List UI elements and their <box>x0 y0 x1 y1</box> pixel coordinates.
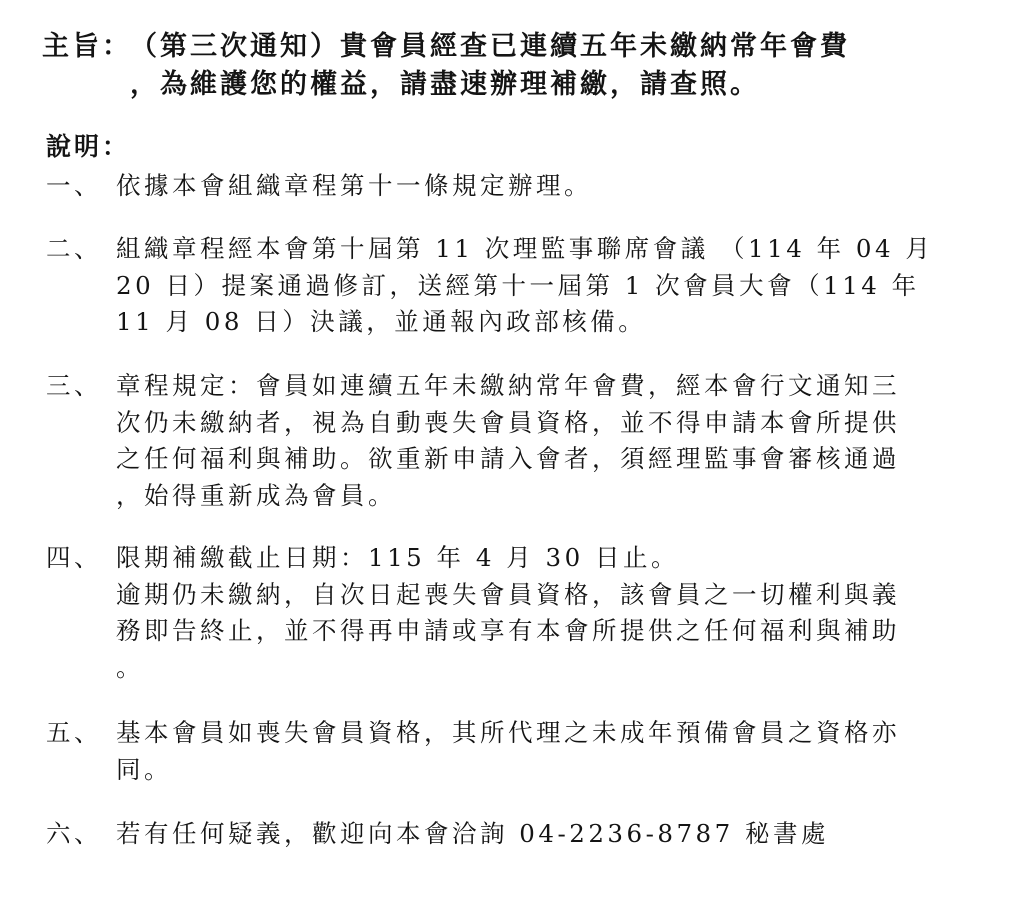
item-number: 五、 <box>46 718 102 747</box>
explanation-item-1 <box>46 168 1006 205</box>
item-line: 組織章程經本會第十屆第 11 次理監事聯席會議 （114 年 04 月 <box>116 234 934 263</box>
subject-label: 主旨： <box>42 31 132 62</box>
explanation-heading: 說明： <box>46 132 131 161</box>
item-text <box>116 231 1006 341</box>
item-line: ，始得重新成為會員。 <box>116 480 396 510</box>
item-number: 三、 <box>46 371 102 400</box>
item-number: 六、 <box>46 819 102 848</box>
subject-block <box>42 28 1002 104</box>
item-text <box>116 168 1006 205</box>
explanation-item-2 <box>46 231 1006 341</box>
subject-text-line-2: ，為維護您的權益，請盡速辦理補繳，請查照。 <box>130 69 760 100</box>
item-text <box>116 368 1006 514</box>
item-line: 依據本會組織章程第十一條規定辦理。 <box>116 171 592 200</box>
item-number: 一、 <box>46 171 102 200</box>
item-line: 若有任何疑義，歡迎向本會洽詢 04-2236-8787 秘書處 <box>116 819 830 848</box>
item-line: 之任何福利與補助。欲重新申請入會者，須經理監事會審核通過 <box>116 444 900 473</box>
item-line: 同。 <box>116 754 172 784</box>
subject-line-1 <box>42 28 1002 66</box>
item-line: 基本會員如喪失會員資格，其所代理之未成年預備會員之資格亦 <box>116 718 900 747</box>
item-line: 次仍未繳納者，視為自動喪失會員資格，並不得申請本會所提供 <box>116 407 900 437</box>
item-line: 11 月 08 日）決議，並通報內政部核備。 <box>116 307 647 336</box>
item-number: 四、 <box>46 543 102 572</box>
item-line: 務即告終止，並不得再申請或享有本會所提供之任何福利與補助 <box>116 616 900 645</box>
explanation-item-4 <box>46 540 1006 686</box>
item-line: 限期補繳截止日期：115 年 4 月 30 日止。 <box>116 543 679 572</box>
item-number: 二、 <box>46 234 102 263</box>
explanation-item-6 <box>46 816 1006 853</box>
item-text <box>116 816 1006 853</box>
item-line: 。 <box>116 652 144 682</box>
item-line: 章程規定：會員如連續五年未繳納常年會費，經本會行文通知三 <box>116 371 900 400</box>
explanation-item-3 <box>46 368 1006 514</box>
item-line: 20 日）提案通過修訂，送經第十一屆第 1 次會員大會（114 年 <box>116 270 920 300</box>
subject-text-line-1: （第三次通知）貴會員經查已連續五年未繳納常年會費 <box>130 31 850 62</box>
item-line: 逾期仍未繳納，自次日起喪失會員資格，該會員之一切權利與義 <box>116 579 900 609</box>
item-text <box>116 540 1006 686</box>
explanation-item-5 <box>46 715 1006 788</box>
item-text <box>116 715 1006 788</box>
